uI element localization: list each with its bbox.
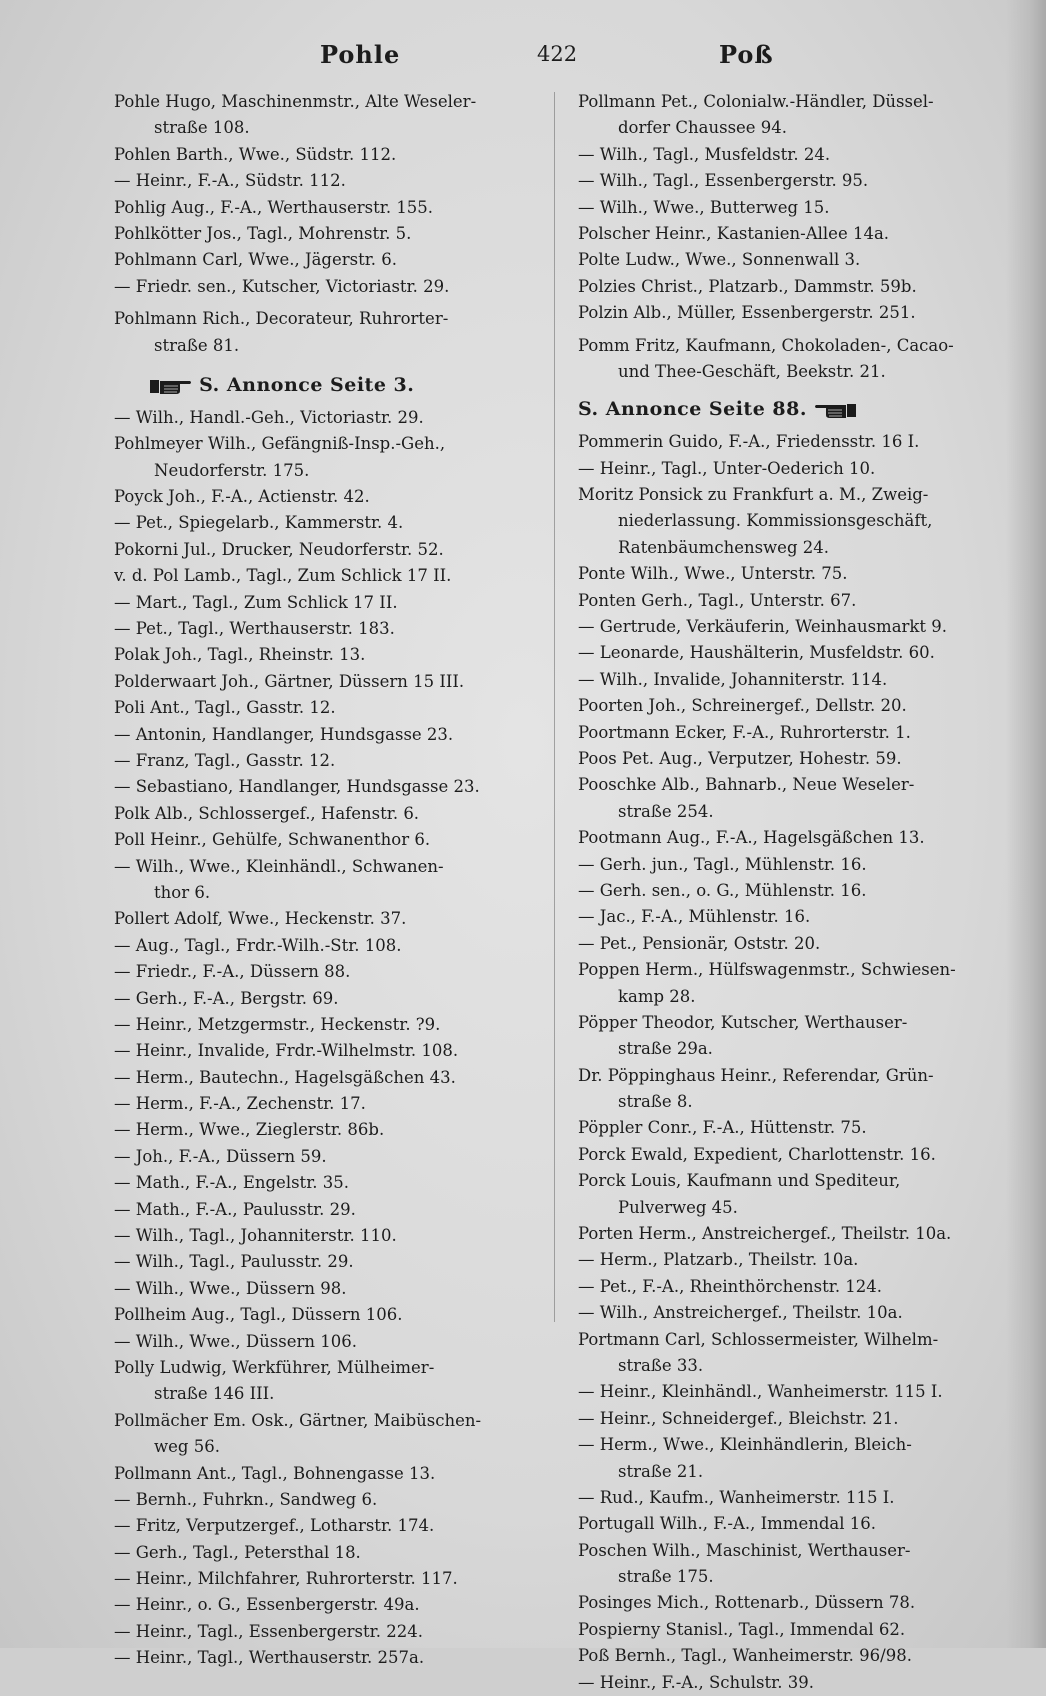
directory-entry: — Jac., F.-A., Mühlenstr. 16. — [578, 907, 811, 927]
directory-entry: Portmann Carl, Schlossermeister, Wilhelm- — [578, 1329, 939, 1349]
pointing-hand-icon — [814, 400, 856, 420]
directory-entry: Moritz Ponsick zu Frankfurt a. M., Zweig- — [578, 485, 929, 505]
entry-continuation: straße 175. — [618, 1567, 714, 1587]
directory-entry: — Wilh., Wwe., Düssern 98. — [114, 1278, 347, 1298]
annonce-text: S. Annonce Seite 88. — [578, 398, 807, 421]
directory-entry: — Heinr., Metzgermstr., Heckenstr. ?9. — [114, 1014, 441, 1034]
directory-entry: Polzies Christ., Platzarb., Dammstr. 59b. — [578, 276, 917, 296]
directory-entry: Polak Joh., Tagl., Rheinstr. 13. — [114, 645, 366, 665]
directory-entry: — Leonarde, Haushälterin, Musfeldstr. 60. — [578, 643, 935, 663]
directory-entry: — Heinr., F.-A., Südstr. 112. — [114, 171, 346, 191]
entry-continuation: Ratenbäumchensweg 24. — [618, 537, 829, 557]
header-left-word: Pohle — [320, 40, 401, 69]
directory-entry: Poll Heinr., Gehülfe, Schwanenthor 6. — [114, 830, 431, 850]
directory-entry: — Heinr., Schneidergef., Bleichstr. 21. — [578, 1408, 899, 1428]
directory-entry: — Wilh., Tagl., Paulusstr. 29. — [114, 1252, 354, 1272]
directory-entry: — Aug., Tagl., Frdr.-Wilh.-Str. 108. — [114, 935, 402, 955]
directory-entry: Poschen Wilh., Maschinist, Werthauser- — [578, 1540, 911, 1560]
directory-entry: Poyck Joh., F.-A., Actienstr. 42. — [114, 487, 370, 507]
directory-entry: — Wilh., Tagl., Essenbergerstr. 95. — [578, 171, 869, 191]
directory-entry: Poorten Joh., Schreinergef., Dellstr. 20. — [578, 696, 907, 716]
directory-entry: Pohlmann Carl, Wwe., Jägerstr. 6. — [114, 250, 398, 270]
right-column — [578, 89, 1008, 1696]
directory-entry: Pohle Hugo, Maschinenmstr., Alte Weseler- — [114, 92, 477, 111]
directory-entry: Poß Bernh., Tagl., Wanheimerstr. 96/98. — [578, 1646, 912, 1666]
directory-entry: Porten Herm., Anstreichergef., Theilstr. 10a. — [578, 1224, 952, 1244]
directory-entry: Pollmann Pet., Colonialw.-Händler, Düssel- — [578, 92, 934, 111]
directory-entry: — Herm., Platzarb., Theilstr. 10a. — [578, 1250, 859, 1270]
directory-entry: Portugall Wilh., F.-A., Immendal 16. — [578, 1514, 877, 1534]
directory-entry: — Wilh., Wwe., Kleinhändl., Schwanen- — [114, 856, 444, 876]
directory-entry: Polly Ludwig, Werkführer, Mülheimer- — [114, 1357, 435, 1377]
directory-entry: Pospierny Stanisl., Tagl., Immendal 62. — [578, 1619, 906, 1639]
directory-entry: — Wilh., Invalide, Johanniterstr. 114. — [578, 669, 888, 689]
directory-entry: Posinges Mich., Rottenarb., Düssern 78. — [578, 1593, 916, 1613]
directory-entry: — Gerh. sen., o. G., Mühlenstr. 16. — [578, 880, 867, 900]
entry-continuation: kamp 28. — [618, 986, 696, 1006]
directory-entry: Pohlen Barth., Wwe., Südstr. 112. — [114, 144, 397, 164]
entry-continuation: Pulverweg 45. — [618, 1197, 738, 1217]
directory-entry: — Friedr. sen., Kutscher, Victoriastr. 29. — [114, 276, 450, 296]
entry-continuation: weg 56. — [154, 1437, 220, 1457]
entry-continuation: straße 29a. — [618, 1039, 713, 1059]
entry-continuation: Neudorferstr. 175. — [154, 460, 310, 480]
directory-entry: Porck Louis, Kaufmann und Spediteur, — [578, 1171, 901, 1191]
directory-entry: Pokorni Jul., Drucker, Neudorferstr. 52. — [114, 539, 444, 559]
entry-continuation: straße 108. — [154, 118, 250, 138]
directory-entry: — Bernh., Fuhrkn., Sandweg 6. — [114, 1489, 378, 1509]
directory-entry: — Heinr., Kleinhändl., Wanheimerstr. 115 I. — [578, 1382, 943, 1402]
directory-entry: — Wilh., Tagl., Musfeldstr. 24. — [578, 144, 831, 164]
directory-entry: — Franz, Tagl., Gasstr. 12. — [114, 750, 336, 770]
directory-entry: — Antonin, Handlanger, Hundsgasse 23. — [114, 724, 454, 744]
directory-entry: — Wilh., Wwe., Düssern 106. — [114, 1331, 357, 1351]
directory-entry: Pollmächer Em. Osk., Gärtner, Maibüschen- — [114, 1410, 482, 1430]
directory-entry: — Wilh., Wwe., Butterweg 15. — [578, 197, 830, 217]
directory-entry: — Heinr., Tagl., Essenbergerstr. 224. — [114, 1621, 423, 1641]
directory-entry: — Math., F.-A., Paulusstr. 29. — [114, 1199, 356, 1219]
directory-entry: Pohlmann Rich., Decorateur, Ruhrorter- — [114, 309, 449, 329]
directory-entry: Poli Ant., Tagl., Gasstr. 12. — [114, 698, 336, 718]
directory-entry: — Heinr., Tagl., Unter-Oederich 10. — [578, 458, 876, 478]
directory-entry: Pöpper Theodor, Kutscher, Werthauser- — [578, 1012, 908, 1032]
directory-entry: Polderwaart Joh., Gärtner, Düssern 15 III. — [114, 671, 465, 691]
entry-continuation: und Thee-Geschäft, Beekstr. 21. — [618, 361, 886, 381]
annonce-text: S. Annonce Seite 3. — [199, 373, 415, 396]
directory-entry: — Friedr., F.-A., Düssern 88. — [114, 962, 351, 982]
entry-continuation: straße 81. — [154, 335, 240, 355]
entry-continuation: straße 254. — [618, 801, 714, 821]
directory-entry: — Heinr., F.-A., Schulstr. 39. — [578, 1672, 814, 1692]
directory-entry: — Pet., Spiegelarb., Kammerstr. 4. — [114, 513, 404, 533]
directory-entry: Polte Ludw., Wwe., Sonnenwall 3. — [578, 250, 861, 270]
annonce-reference — [578, 389, 1008, 429]
directory-entry: Pollheim Aug., Tagl., Düssern 106. — [114, 1305, 403, 1325]
column-divider — [554, 92, 555, 1322]
page-edge-shadow — [1006, 0, 1046, 1648]
directory-entry: Pohlkötter Jos., Tagl., Mohrenstr. 5. — [114, 223, 412, 243]
entry-continuation: straße 21. — [618, 1461, 704, 1481]
entry-continuation: straße 8. — [618, 1092, 693, 1112]
entry-continuation: niederlassung. Kommissionsgeschäft, — [618, 511, 933, 531]
entry-continuation: dorfer Chaussee 94. — [618, 118, 788, 138]
directory-entry: — Pet., F.-A., Rheinthörchenstr. 124. — [578, 1276, 883, 1296]
pointing-hand-icon — [150, 376, 192, 396]
directory-entry: — Heinr., o. G., Essenbergerstr. 49a. — [114, 1595, 420, 1615]
directory-entry: Pollert Adolf, Wwe., Heckenstr. 37. — [114, 909, 407, 929]
entry-continuation: straße 146 III. — [154, 1384, 275, 1404]
directory-entry: — Rud., Kaufm., Wanheimerstr. 115 I. — [578, 1487, 895, 1507]
directory-entry: Pohlmeyer Wilh., Gefängniß-Insp.-Geh., — [114, 434, 446, 454]
entry-continuation: thor 6. — [154, 882, 211, 902]
directory-entry: — Herm., Wwe., Zieglerstr. 86b. — [114, 1120, 385, 1140]
directory-entry: — Herm., Wwe., Kleinhändlerin, Bleich- — [578, 1435, 912, 1455]
directory-entry: — Herm., Bautechn., Hagelsgäßchen 43. — [114, 1067, 456, 1087]
directory-entry: Poortmann Ecker, F.-A., Ruhrorterstr. 1. — [578, 722, 911, 742]
directory-entry: — Heinr., Milchfahrer, Ruhrorterstr. 117. — [114, 1569, 458, 1589]
directory-entry: — Sebastiano, Handlanger, Hundsgasse 23. — [114, 777, 480, 797]
directory-entry: Pohlig Aug., F.-A., Werthauserstr. 155. — [114, 197, 434, 217]
directory-entry: Poppen Herm., Hülfswagenmstr., Schwiesen- — [578, 960, 956, 980]
entry-continuation: straße 33. — [618, 1355, 704, 1375]
directory-entry: — Math., F.-A., Engelstr. 35. — [114, 1173, 349, 1193]
directory-entry: — Heinr., Invalide, Frdr.-Wilhelmstr. 108. — [114, 1041, 459, 1061]
directory-entry: — Gerh., Tagl., Petersthal 18. — [114, 1542, 361, 1562]
directory-entry: v. d. Pol Lamb., Tagl., Zum Schlick 17 II. — [114, 566, 452, 586]
directory-entry: — Pet., Pensionär, Oststr. 20. — [578, 933, 821, 953]
directory-entry: Polk Alb., Schlossergef., Hafenstr. 6. — [114, 803, 420, 823]
directory-entry: Pommerin Guido, F.-A., Friedensstr. 16 I. — [578, 432, 920, 452]
directory-entry: — Mart., Tagl., Zum Schlick 17 II. — [114, 592, 398, 612]
directory-entry: — Gerh. jun., Tagl., Mühlenstr. 16. — [578, 854, 867, 874]
directory-entry: Polscher Heinr., Kastanien-Allee 14a. — [578, 223, 890, 243]
directory-entry: Ponte Wilh., Wwe., Unterstr. 75. — [578, 564, 848, 584]
directory-entry: Pootmann Aug., F.-A., Hagelsgäßchen 13. — [578, 828, 925, 848]
directory-entry: Porck Ewald, Expedient, Charlottenstr. 16. — [578, 1144, 936, 1164]
page-header — [0, 40, 1000, 80]
directory-entry: Poos Pet. Aug., Verputzer, Hohestr. 59. — [578, 748, 902, 768]
annonce-reference — [114, 365, 544, 405]
directory-entry: — Heinr., Tagl., Werthauserstr. 257a. — [114, 1648, 425, 1668]
directory-entry: Pooschke Alb., Bahnarb., Neue Weseler- — [578, 775, 915, 795]
directory-entry: — Joh., F.-A., Düssern 59. — [114, 1146, 327, 1166]
left-column — [114, 89, 544, 1672]
directory-entry: — Wilh., Anstreichergef., Theilstr. 10a. — [578, 1303, 903, 1323]
header-right-word: Poß — [719, 40, 774, 69]
directory-entry: — Gerh., F.-A., Bergstr. 69. — [114, 988, 339, 1008]
directory-entry: — Pet., Tagl., Werthauserstr. 183. — [114, 619, 395, 639]
directory-entry: — Gertrude, Verkäuferin, Weinhausmarkt 9. — [578, 617, 948, 637]
directory-entry: — Wilh., Tagl., Johanniterstr. 110. — [114, 1226, 397, 1246]
directory-entry: — Herm., F.-A., Zechenstr. 17. — [114, 1094, 366, 1114]
page-number: 422 — [537, 42, 578, 66]
directory-entry: — Fritz, Verputzergef., Lotharstr. 174. — [114, 1516, 435, 1536]
directory-entry: Ponten Gerh., Tagl., Unterstr. 67. — [578, 590, 857, 610]
directory-entry: Dr. Pöppinghaus Heinr., Referendar, Grün- — [578, 1065, 934, 1085]
directory-entry: Pollmann Ant., Tagl., Bohnengasse 13. — [114, 1463, 436, 1483]
directory-entry: — Wilh., Handl.-Geh., Victoriastr. 29. — [114, 407, 424, 427]
directory-entry: Polzin Alb., Müller, Essenbergerstr. 251. — [578, 303, 916, 323]
directory-entry: Pomm Fritz, Kaufmann, Chokoladen-, Cacao- — [578, 335, 954, 355]
directory-entry: Pöppler Conr., F.-A., Hüttenstr. 75. — [578, 1118, 867, 1138]
